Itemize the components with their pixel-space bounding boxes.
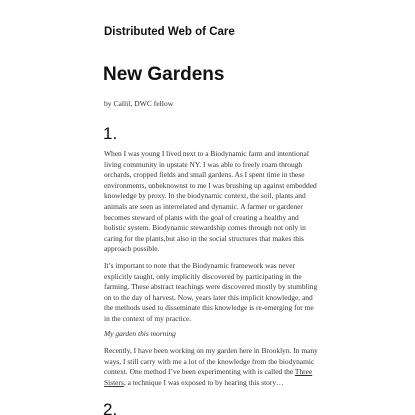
paragraph-text: , a technique I was exposed to by hearing this story… — [123, 377, 284, 387]
paragraph-line — [104, 367, 316, 378]
paragraph-line: living community in upstate NY. I was able to freely roam through — [104, 159, 303, 169]
paragraph-line: on to the day of harvest. Now, years later this implicit knowledge, and — [104, 292, 313, 302]
paragraph-line: When I was young I lived next to a Biodynamic farm and intentional — [104, 149, 309, 158]
three-sisters-link[interactable]: Three — [294, 367, 313, 377]
paragraph-line: caring for the plants,but also in the social structures that makes this — [104, 233, 304, 243]
paragraph-line — [104, 378, 316, 389]
paragraph-line: It’s important to note that the Biodynamic framework was never — [104, 261, 296, 270]
paragraph-line: approach possible. — [104, 244, 160, 254]
byline: by Callil, DWC fellow — [104, 99, 174, 108]
paragraph-line: knowledge by proxy. In the biodynamic context, the soil, plants and — [104, 191, 306, 201]
section-heading-1: 1. — [103, 124, 118, 143]
paragraph-2 — [104, 261, 316, 325]
paragraph-text: context. One method I’ve been experimenting with is called the — [104, 367, 295, 377]
paragraph-line: becomes steward of plants with the goal of creating a healthy and — [104, 212, 299, 222]
article-title: New Gardens — [103, 64, 225, 85]
section-heading-2: 2. — [103, 400, 118, 415]
paragraph-line: farming. These abstract teachings were discovered mostly by stumbling — [104, 282, 318, 292]
site-title-link[interactable]: Distributed Web of Care — [104, 26, 235, 38]
paragraph-line: in the context of my practice. — [104, 313, 192, 323]
paragraph-line: environments, unbeknownst to me I was brushing up against embedded — [104, 180, 317, 190]
paragraph-line: orchards, cropped fields and small gardens. As I spent time in these — [104, 170, 305, 180]
paragraph-line: Recently, I have been working on my garden here in Brooklyn. In many — [104, 346, 318, 355]
paragraph-line: holistic system. Biodynamic stewardship comes through not only in — [104, 223, 306, 233]
paragraph-line: animals are seen as interrelated and dynamic. A farmer or gardener — [104, 201, 303, 211]
three-sisters-link-continued[interactable]: Sisters — [104, 377, 124, 387]
paragraph-line: ways, I still carry with me a lot of the knowledge from the biodynamic — [104, 356, 315, 366]
image-caption: My garden this morning — [104, 329, 176, 338]
paragraph-line: the methods used to disseminate this knowledge is re-emerging for me — [104, 303, 314, 313]
paragraph-3 — [104, 346, 316, 388]
paragraph-line: explicitly taught, only implicitly discovered by participating in the — [104, 271, 302, 281]
paragraph-1 — [104, 149, 316, 255]
